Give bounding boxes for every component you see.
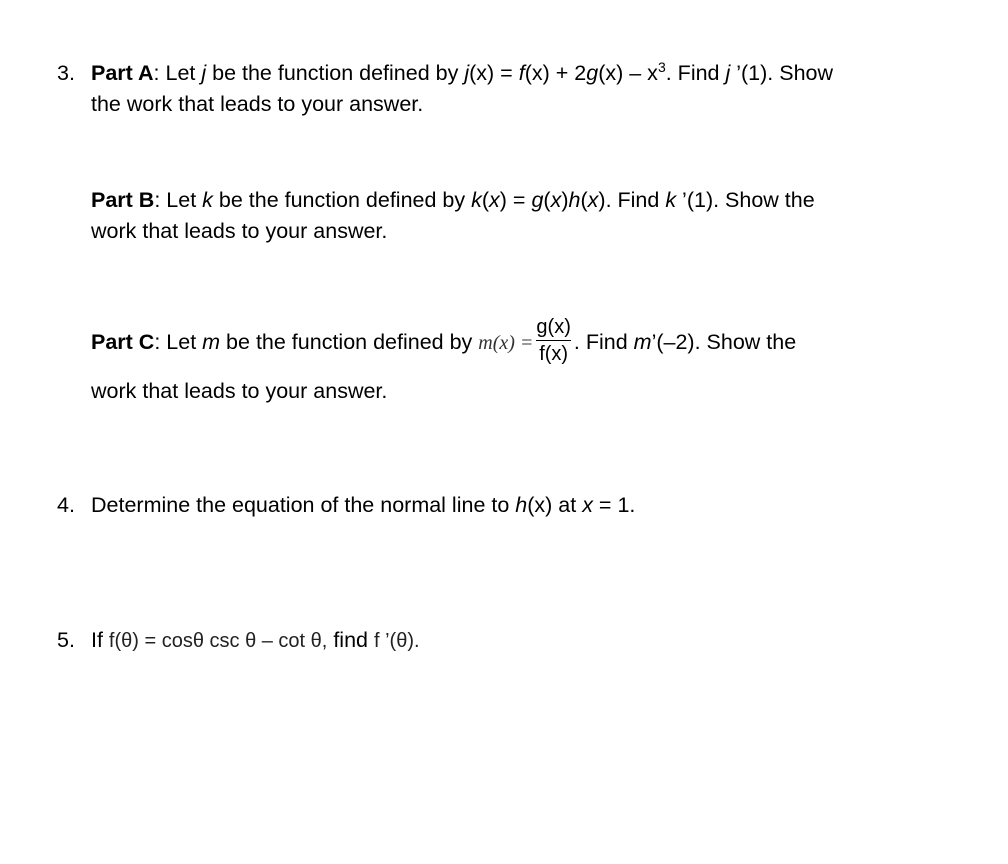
fraction-bar [536, 340, 570, 341]
fraction-denominator: f(x) [539, 343, 569, 365]
function-name: j [725, 61, 731, 85]
text: (x) [469, 61, 495, 85]
label-separator: : [154, 188, 161, 212]
variable: x [587, 188, 599, 212]
text: Determine the equation of the normal line to [91, 493, 516, 517]
text: ’(1). Show the [676, 188, 815, 212]
part-c-line-2: work that leads to your answer. [91, 379, 388, 403]
part-a-label: Part A [91, 61, 154, 85]
part-a-line-2: the work that leads to your answer. [91, 92, 424, 116]
label-separator: : [154, 330, 161, 355]
fraction [536, 315, 570, 366]
m-of-x-lhs: m(x) = [478, 332, 534, 355]
function-name: h [568, 188, 581, 212]
derivative-expression: f ’(θ). [373, 630, 420, 652]
text: Find [611, 188, 666, 212]
text: ) = [499, 188, 532, 212]
function-name: h [515, 493, 528, 517]
function-name: g [586, 61, 599, 85]
question-number: 4. [57, 493, 75, 517]
part-a [91, 58, 977, 120]
text: ’(–2). Show the [651, 330, 797, 355]
text: = 1. [592, 493, 636, 517]
function-name: g [531, 188, 544, 212]
function-name: f [518, 61, 525, 85]
text: Let [160, 188, 203, 212]
text: ( [481, 188, 490, 212]
text: Let [160, 330, 203, 355]
label-separator: : [153, 61, 160, 85]
text: . [573, 330, 580, 355]
part-b-line-2: work that leads to your answer. [91, 219, 388, 243]
part-c-line-1 [91, 318, 971, 376]
text: be the function defined by [220, 330, 479, 355]
text: ’(1). Show [730, 61, 834, 85]
exponent: 3 [657, 59, 666, 75]
text: Let [159, 61, 202, 85]
part-c [91, 318, 971, 407]
variable: x [550, 188, 562, 212]
text: . Find [665, 61, 726, 85]
text: (x) at [527, 493, 583, 517]
function-name: k [471, 188, 482, 212]
question-number: 3. [57, 61, 75, 85]
text: (x) – x [598, 61, 658, 85]
text: be the function defined by [212, 188, 472, 212]
function-expression: f(θ) = cosθ csc θ – cot θ, [108, 630, 328, 652]
part-b-label: Part B [91, 188, 155, 212]
function-name: k [202, 188, 213, 212]
question-4-text [91, 490, 977, 521]
function-name: m [633, 330, 652, 355]
text: ( [543, 188, 551, 212]
part-a-line-1 [91, 58, 977, 89]
function-name: j [464, 61, 470, 85]
question-number: 5. [57, 628, 75, 652]
text: ( [580, 188, 588, 212]
part-c-label: Part C [91, 330, 155, 355]
variable: x [582, 493, 593, 517]
text: (x) + 2 [524, 61, 587, 85]
text: = [494, 61, 519, 85]
text: ). [598, 188, 612, 212]
fraction-numerator: g(x) [536, 316, 571, 338]
text: ) [561, 188, 569, 212]
text: be the function defined by [206, 61, 465, 85]
function-name: k [665, 188, 677, 212]
function-name: j [201, 61, 207, 85]
variable: x [489, 188, 500, 212]
function-name: m [202, 330, 221, 355]
text: If [91, 628, 109, 652]
question-5-text [91, 625, 977, 657]
text: Find [579, 330, 634, 355]
text: find [327, 628, 374, 652]
part-b [91, 185, 971, 247]
part-b-line-1 [91, 185, 971, 216]
